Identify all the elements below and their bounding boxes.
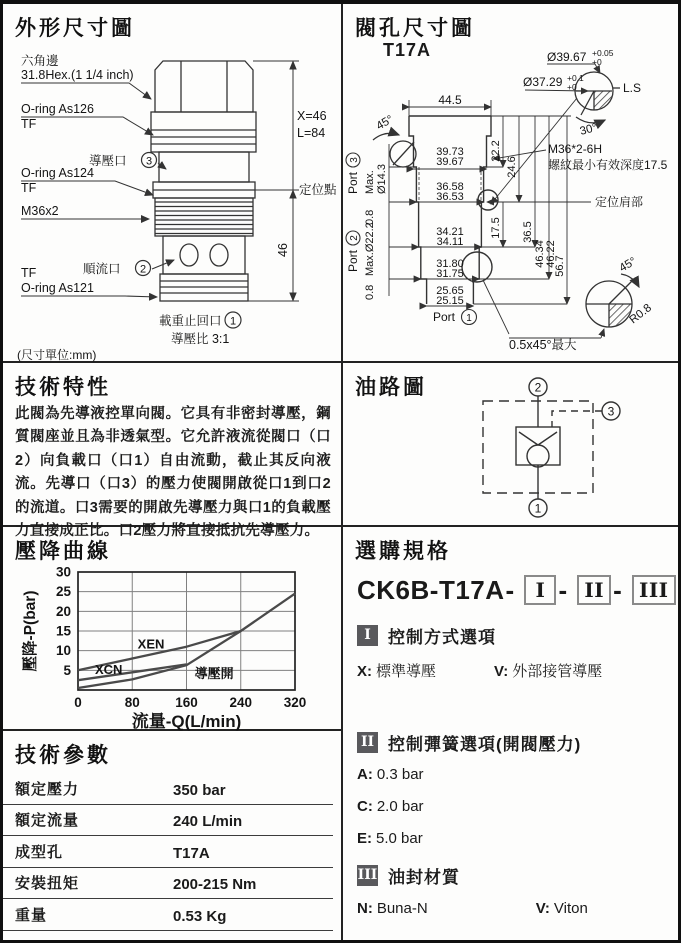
oring126-label: O-ring As126: [21, 102, 94, 116]
valve-body-outline: [151, 61, 256, 301]
v-46-34: 46.34: [534, 240, 546, 268]
locating-shoulder: 定位肩部: [595, 195, 644, 209]
dia2-tol-hi: +0.1: [567, 73, 584, 83]
section-2-header: [357, 730, 668, 755]
circuit-node-3: 3: [607, 404, 615, 419]
section-1-title: 控制方式選項: [388, 628, 496, 647]
outline-callouts: [17, 53, 229, 362]
port3-label: Port: [346, 171, 360, 194]
d5a: 25.65: [436, 285, 464, 297]
y-tick-label: 25: [55, 584, 71, 600]
option-e: E: 5.0 bar: [357, 830, 423, 847]
d3a: 34.21: [436, 226, 464, 238]
ls-label: L.S: [623, 81, 642, 95]
v-17-5: 17.5: [490, 217, 502, 239]
section-1-header: [357, 623, 668, 648]
hex-label-1: 六角邊: [21, 54, 59, 68]
x-tick-label: 0: [74, 695, 82, 710]
outline-dim-labels: [276, 109, 337, 257]
dim-44-5: 44.5: [438, 93, 462, 107]
section-3-title: 油封材質: [388, 868, 460, 887]
circuit-node-1: 1: [534, 501, 542, 516]
panel-title-outline: 外形尺寸圖: [15, 17, 135, 40]
circuit-symbol: [483, 396, 602, 499]
d1b: 39.67: [436, 156, 464, 168]
option-a: A: 0.3 bar: [357, 766, 424, 783]
pilot-ratio-label: 導壓比 3:1: [171, 332, 230, 346]
section-1-badge: I: [357, 625, 378, 646]
thread-spec: M36*2-6H: [548, 142, 603, 156]
dim-x-label: X=46: [297, 109, 327, 123]
load-port-num: 1: [229, 315, 237, 328]
tf1-label: TF: [21, 117, 37, 131]
model-code: CK6B-T17A- I - II - III: [357, 575, 677, 606]
table-row: 額定流量 240 L/min: [3, 805, 333, 837]
y-tick-label: 30: [55, 564, 71, 580]
circuit-diagram: [343, 363, 678, 527]
series-label: XCN: [94, 661, 123, 677]
pilot-port-label: 導壓口: [89, 154, 127, 168]
y-tick-label: 10: [55, 643, 71, 659]
section-3-badge: III: [357, 865, 378, 886]
port3-num: 3: [348, 157, 360, 163]
d4a: 31.80: [436, 258, 464, 270]
panel-title-cavity: 閥孔尺寸圖: [355, 17, 475, 40]
y-tick-label: 15: [55, 623, 71, 639]
section-2-title: 控制彈簧選項(開閥壓力): [388, 735, 582, 754]
port1-label: Port: [433, 310, 456, 324]
y-axis-title: 壓降-P(bar): [22, 590, 39, 672]
v-36-5: 36.5: [522, 221, 534, 243]
port1-num: 1: [466, 312, 472, 324]
control-mode-section: [357, 623, 668, 681]
circuit-panel: [343, 363, 678, 527]
ordering-panel: [343, 527, 678, 940]
port3-max: Max.: [364, 170, 376, 194]
ledge-0-8-a: 0.8: [364, 209, 376, 225]
model-numeral-1: I: [524, 575, 556, 605]
panel-title-parameters: 技術參數: [15, 744, 111, 767]
v-56-7: 56.7: [554, 255, 566, 277]
option-v-seal: V: Viton: [535, 900, 588, 917]
cavity-code: T17A: [383, 40, 432, 60]
table-row: 成型孔 T17A: [3, 836, 333, 868]
dia-37-29: Ø37.29: [523, 75, 563, 89]
dia-39-67: Ø39.67: [547, 50, 587, 64]
model-numeral-2: II: [577, 575, 611, 605]
parameters-table: [3, 773, 341, 931]
panel-title-ordering: 選購規格: [355, 540, 451, 563]
outline-port-circles: [136, 153, 242, 329]
dia1-tol-hi: +0.05: [592, 48, 614, 58]
section-2-badge: II: [357, 732, 378, 753]
port2-label: Port: [346, 249, 360, 272]
thread-depth: 螺紋最小有效深度17.5: [548, 158, 668, 172]
detail-circle-topleft: [373, 133, 416, 167]
table-row: 重量 0.53 Kg: [3, 899, 333, 931]
option-n: N: Buna-N: [357, 900, 428, 917]
valve-cavity-drawing: [343, 4, 678, 363]
spring-option-section: [357, 730, 668, 862]
unit-note: (尺寸單位:mm): [17, 348, 97, 362]
x-tick-label: 320: [283, 695, 307, 710]
chamfer-note: 0.5x45°最大: [509, 338, 577, 352]
pressure-drop-panel: [3, 527, 343, 731]
oring124-label: O-ring As124: [21, 166, 94, 180]
table-row: 額定壓力 350 bar: [3, 773, 333, 805]
tf2-label: TF: [21, 181, 37, 195]
x-axis-title: 流量-Q(L/min): [131, 712, 242, 731]
port2-max: Max.Ø22.2: [364, 222, 376, 276]
y-tick-label: 5: [63, 662, 71, 678]
port2-num: 2: [348, 235, 360, 241]
thread-label: M36x2: [21, 204, 59, 218]
port3-dia: Ø14.3: [376, 164, 388, 194]
dim-46-label: 46: [276, 243, 290, 257]
option-v-pilot: V: 外部接管導壓: [494, 663, 603, 680]
x-tick-label: 160: [175, 695, 198, 710]
panel-title-circuit: 油路圖: [355, 376, 427, 399]
section-3-header: [357, 863, 668, 888]
tf3-label: TF: [21, 266, 37, 280]
section-1-options: [357, 660, 668, 681]
series-label: XEN: [137, 636, 165, 652]
option-x: X: 標準導壓: [357, 663, 437, 680]
load-port-label: 載重止回口: [159, 314, 222, 328]
flow-port-label: 順流口: [83, 262, 121, 276]
x-tick-label: 80: [124, 695, 140, 710]
flow-port-num: 2: [139, 263, 147, 276]
series-label: 導壓開: [194, 666, 234, 682]
locating-point-label: 定位點: [299, 183, 337, 197]
pressure-drop-chart: [3, 527, 343, 731]
features-panel: [3, 363, 343, 540]
d2a: 36.58: [436, 181, 464, 193]
cavity-dimension-panel: [343, 4, 678, 363]
section-2-options: [357, 766, 668, 847]
d2b: 36.53: [436, 191, 464, 203]
table-row: 安裝扭矩 200-215 Nm: [3, 868, 333, 900]
v-24-6: 24.6: [506, 156, 518, 178]
dia1-tol-lo: +0: [592, 57, 602, 67]
features-text: 此閥為先導液控單向閥。它具有非密封導壓，鋼質閥座並且為非透氣型。它允許液流從閥口（口2）向負載口（口1）自由流動，截止其反向液流。先導口（口3）的壓力使閥開啟從口1到口2的流道。口3需要的開啟先導壓力與口1的負載壓力直接成正比。口2壓力將直接抵抗先導壓力。: [15, 406, 331, 540]
v-46-22: 46.22: [545, 240, 557, 268]
model-base: CK6B-T17A: [357, 575, 505, 605]
section-3-options: [357, 900, 668, 917]
pilot-port-num: 3: [145, 155, 153, 168]
bore-dim-lines: [389, 100, 571, 306]
model-dash: -: [505, 575, 515, 605]
oring121-label: O-ring As121: [21, 281, 94, 295]
d3b: 34.11: [436, 236, 464, 248]
outline-dimension-panel: [3, 4, 343, 363]
d4b: 31.75: [436, 268, 464, 280]
angle-45-bottom: 45°: [617, 255, 639, 275]
option-c: C: 2.0 bar: [357, 798, 424, 815]
v-22-2: 22.2: [490, 140, 502, 162]
d1a: 39.73: [436, 146, 464, 158]
circuit-nodes: [529, 378, 620, 517]
circuit-node-2: 2: [534, 380, 542, 395]
ledge-0-8-b: 0.8: [364, 284, 376, 300]
dia2-tol-lo: +0: [567, 82, 577, 92]
y-tick-label: 20: [55, 603, 71, 619]
model-numeral-3: III: [632, 575, 676, 605]
angle-45-top: 45°: [374, 113, 396, 133]
hex-label-2: 31.8Hex.(1 1/4 inch): [21, 68, 134, 82]
x-tick-label: 240: [229, 695, 253, 710]
dim-l-label: L=84: [297, 126, 326, 140]
angle-30: 30°: [578, 121, 599, 138]
panel-title-curves: 壓降曲線: [15, 540, 111, 563]
r0-8-label: R0.8: [627, 301, 654, 327]
valve-outline-drawing: [3, 4, 343, 363]
panel-title-features: 技術特性: [15, 376, 111, 399]
outline-dim-lines: [248, 61, 299, 301]
d5b: 25.15: [436, 295, 464, 307]
parameters-panel: [3, 731, 343, 940]
seal-material-section: [357, 863, 668, 917]
